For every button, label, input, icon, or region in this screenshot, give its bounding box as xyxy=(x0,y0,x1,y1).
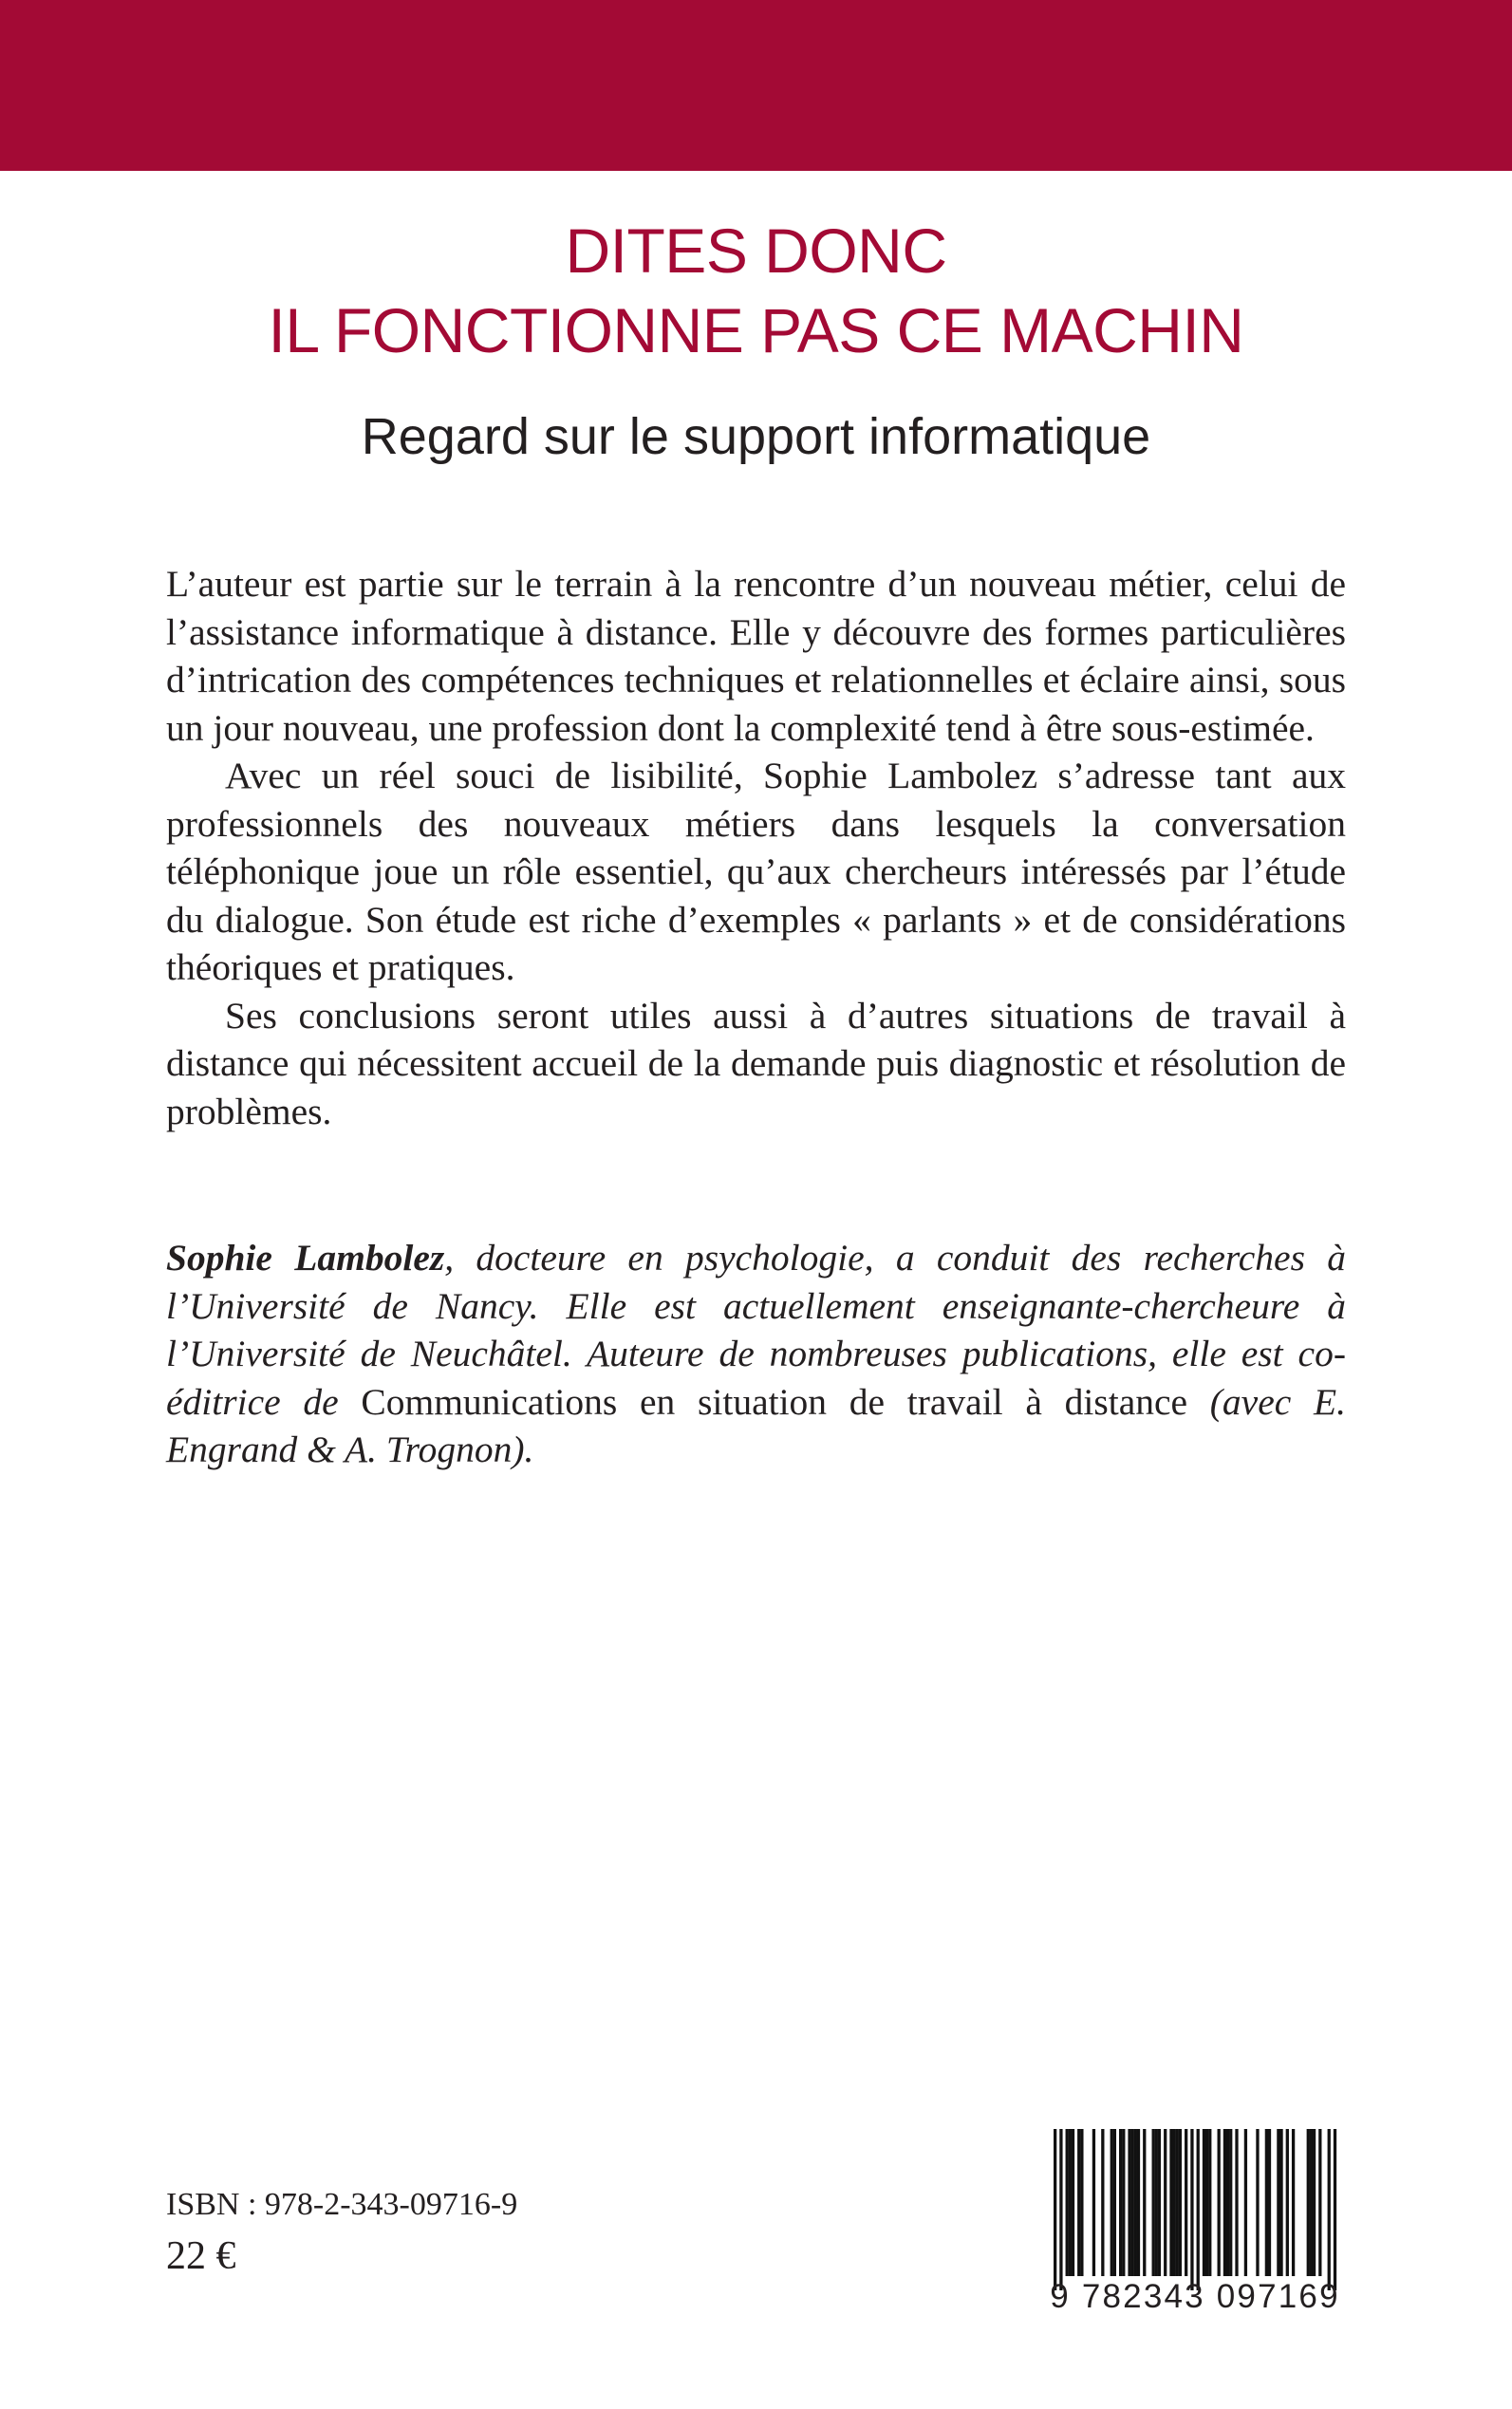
barcode-bar xyxy=(1307,2129,1310,2276)
barcode-bar xyxy=(1244,2129,1247,2276)
barcode-bar xyxy=(1292,2129,1295,2276)
barcode-bar xyxy=(1128,2129,1130,2276)
barcode-bar xyxy=(1313,2129,1316,2276)
price-label: 22 € xyxy=(166,2234,236,2278)
barcode-bar xyxy=(1134,2129,1137,2276)
barcode-bar xyxy=(1152,2129,1155,2276)
barcode-bar xyxy=(1208,2129,1211,2276)
author-bio-text-2: (avec E. Engrand & A. Trognon). xyxy=(166,1380,1346,1470)
barcode-bar xyxy=(1077,2129,1080,2276)
barcode-bar xyxy=(1218,2129,1221,2276)
barcode-bar xyxy=(1131,2129,1134,2276)
author-name: Sophie Lambolez xyxy=(166,1237,445,1279)
barcode-image xyxy=(1044,2129,1346,2290)
barcode-bar xyxy=(1328,2129,1331,2290)
barcode-bar xyxy=(1155,2129,1158,2276)
author-bio-text-1: , docteure en psychologie, a conduit des recherches à l’Université de Nancy. Elle est actuellement enseignante-chercheure à l’Université de Neuchâtel. Auteure de nombreuses publications, elle est co-éditrice de xyxy=(166,1237,1346,1423)
barcode-bar xyxy=(1185,2129,1187,2276)
barcode-bar xyxy=(1113,2129,1116,2276)
barcode-bar xyxy=(1223,2129,1226,2276)
barcode-bar xyxy=(1318,2129,1321,2276)
blurb-paragraph-1: L’auteur est partie sur le terrain à la rencontre d’un nouveau métier, celui de l’assistance informatique à distance. Elle y découvre des formes particulières d’intrication des compétences techniques et relationnelles et éclaire ainsi, sous un jour nouveau, une profession dont la complexité tend à être sous-estimée. xyxy=(166,563,1346,749)
barcode-bar xyxy=(1277,2129,1279,2276)
barcode-bar xyxy=(1059,2129,1062,2290)
barcode-bar xyxy=(1190,2129,1193,2290)
barcode-bar xyxy=(1205,2129,1208,2276)
barcode-bar xyxy=(1279,2129,1282,2276)
barcode-bar xyxy=(1256,2129,1259,2276)
author-bio xyxy=(166,1234,1346,1474)
barcode-bar xyxy=(1158,2129,1161,2276)
barcode-bar xyxy=(1179,2129,1182,2276)
barcode-bar xyxy=(1122,2129,1125,2276)
barcode-bar xyxy=(1111,2129,1113,2276)
book-title-line-1: DITES DONC xyxy=(565,215,947,286)
barcode-bar xyxy=(1169,2129,1172,2276)
barcode-bar xyxy=(1197,2129,1200,2290)
barcode-bar xyxy=(1092,2129,1095,2276)
barcode-bar xyxy=(1080,2129,1083,2276)
barcode-bar xyxy=(1066,2129,1069,2276)
book-subtitle: Regard sur le support informatique xyxy=(361,408,1151,465)
barcode-bar xyxy=(1286,2129,1289,2276)
barcode-bar xyxy=(1072,2129,1074,2276)
barcode-bar xyxy=(1164,2129,1167,2276)
isbn-label: ISBN : 978-2-343-09716-9 xyxy=(166,2187,518,2222)
barcode-bar xyxy=(1265,2129,1268,2276)
book-title xyxy=(0,211,1512,370)
blurb-paragraph-2: Avec un réel souci de lisibilité, Sophie Lambolez s’adresse tant aux professionnels des nouveaux métiers dans lesquels la conversation téléphonique joue un rôle essentiel, qu’aux chercheurs intéressés par l’étude du dialogue. Son étude est riche d’exemples « parlants » et de considérations théoriques et pratiques. xyxy=(166,755,1346,988)
barcode-bar xyxy=(1069,2129,1072,2276)
barcode-bar xyxy=(1143,2129,1146,2276)
barcode-bar xyxy=(1101,2129,1104,2276)
barcode-digits: 9 782343 097169 xyxy=(1050,2278,1340,2315)
author-bio-paragraph xyxy=(166,1234,1346,1474)
barcode-bar xyxy=(1334,2129,1336,2290)
barcode-bar xyxy=(1235,2129,1238,2276)
blurb-paragraph-3: Ses conclusions seront utiles aussi à d’autres situations de travail à distance qui nécessitent accueil de la demande puis diagnostic et résolution de problèmes. xyxy=(166,994,1346,1132)
barcode-bar xyxy=(1226,2129,1229,2276)
top-color-band xyxy=(0,0,1512,171)
edited-book-title: Communications en situation de travail à distance xyxy=(361,1380,1188,1423)
book-title-line-2: IL FONCTIONNE PAS CE MACHIN xyxy=(268,295,1244,365)
barcode-bar xyxy=(1054,2129,1056,2290)
back-cover-blurb xyxy=(166,560,1346,1135)
barcode-bar xyxy=(1203,2129,1205,2276)
barcode-bar xyxy=(1268,2129,1271,2276)
barcode-bar xyxy=(1229,2129,1232,2276)
barcode-bar xyxy=(1172,2129,1175,2276)
barcode-bar xyxy=(1176,2129,1179,2276)
barcode-bar xyxy=(1119,2129,1122,2276)
barcode-bar xyxy=(1137,2129,1140,2276)
barcode-bar xyxy=(1310,2129,1313,2276)
